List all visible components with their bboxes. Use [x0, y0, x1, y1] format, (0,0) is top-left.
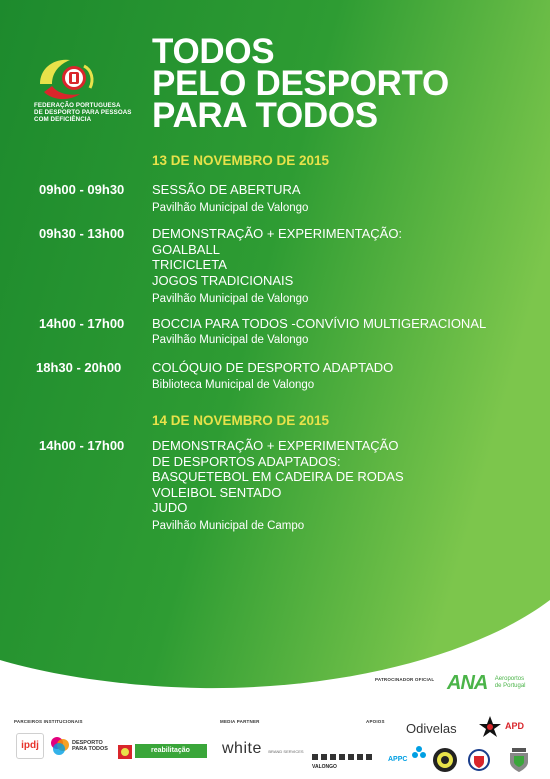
page-title [152, 32, 449, 135]
partners-label: PARCEIROS INSTITUCIONAIS [14, 719, 83, 724]
inr-banner [135, 744, 207, 758]
ana-sub-line: de Portugal [494, 683, 526, 689]
ana-logo-sub [495, 676, 526, 690]
ana-sub-line: Aeroportos [494, 676, 525, 682]
ipdj-logo-text: ipdj [21, 740, 39, 751]
valongo-text: VALONGO [312, 764, 337, 770]
media-partner-label: MEDIA PARTNER [220, 719, 260, 724]
federation-line: DE DESPORTO PARA PESSOAS [34, 109, 132, 117]
desporto-line: DESPORTO [72, 740, 103, 746]
white-logo [222, 740, 304, 758]
coat-of-arms-icon [506, 746, 532, 774]
slot-venue: Pavilhão Municipal de Campo [152, 520, 305, 532]
activity-line: COLÓQUIO DE DESPORTO ADAPTADO [152, 360, 394, 375]
activity-line: JOGOS TRADICIONAIS [152, 272, 294, 288]
slot-activity [152, 438, 404, 516]
inr-logo [118, 744, 208, 760]
appc-text: APPC [388, 756, 408, 763]
slot-activity [152, 182, 301, 198]
slot-activity [152, 226, 402, 288]
slot-activity [152, 360, 393, 376]
day-date-heading: 13 DE NOVEMBRO DE 2015 [152, 153, 330, 168]
ana-logo-mark: ANA [447, 672, 488, 694]
slot-activity [152, 316, 486, 332]
valongo-logo [312, 752, 376, 772]
activity-line: BOCCIA PARA TODOS -CONVÍVIO MULTIGERACIONAL [152, 316, 487, 331]
inr-emblem-icon [118, 745, 132, 759]
slot-time: 14h00 - 17h00 [39, 316, 125, 331]
shield-emblem-icon [468, 748, 490, 772]
desporto-line: PARA TODOS [72, 746, 108, 752]
ana-logo [447, 672, 526, 695]
title-line: TODOS [152, 32, 275, 71]
federation-name [34, 102, 164, 124]
slot-time: 14h00 - 17h00 [39, 438, 125, 453]
odivelas-text: Odivelas [406, 721, 457, 736]
ipdj-logo [16, 733, 44, 759]
federation-logo [34, 54, 98, 104]
inr-text: reabilitação [151, 747, 190, 754]
desporto-circles-icon [50, 735, 70, 757]
white-logo-sub: BRAND SERVICES [268, 749, 304, 754]
slot-venue: Pavilhão Municipal de Valongo [152, 202, 309, 214]
activity-line: DEMONSTRAÇÃO + EXPERIMENTAÇÃO [152, 438, 399, 453]
slot-time: 18h30 - 20h00 [36, 360, 122, 375]
desporto-text [72, 740, 108, 752]
apd-star-icon [478, 715, 502, 739]
slot-time: 09h30 - 13h00 [39, 226, 125, 241]
apd-text: APD [505, 721, 525, 731]
appc-flower-icon [412, 746, 426, 760]
sponsor-label: PATROCINADOR OFICIAL [375, 677, 435, 682]
valongo-icons [312, 752, 376, 762]
title-line: PELO DESPORTO [152, 64, 449, 103]
title-line: PARA TODOS [152, 96, 378, 135]
white-logo-text: white [222, 740, 262, 757]
odivelas-logo [406, 720, 457, 738]
activity-line: DE DESPORTOS ADAPTADOS: [152, 453, 341, 469]
slot-time: 09h00 - 09h30 [39, 182, 125, 197]
federation-line: COM DEFICIÊNCIA [34, 116, 92, 124]
day-date-heading: 14 DE NOVEMBRO DE 2015 [152, 413, 330, 428]
slot-venue: Pavilhão Municipal de Valongo [152, 293, 309, 305]
slot-venue: Pavilhão Municipal de Valongo [152, 334, 309, 346]
activity-line: TRICICLETA [152, 257, 227, 272]
badge-emblem-icon [432, 746, 458, 774]
activity-line: JUDO [152, 500, 188, 515]
activity-line: DEMONSTRAÇÃO + EXPERIMENTAÇÃO: [152, 226, 403, 241]
activity-line: BASQUETEBOL EM CADEIRA DE RODAS [152, 469, 404, 484]
apd-logo [478, 715, 528, 739]
desporto-para-todos-logo [50, 733, 108, 759]
activity-line: GOALBALL [152, 241, 220, 257]
apoios-label: APOIOS [366, 719, 385, 724]
federation-line: FEDERAÇÃO PORTUGUESA [34, 102, 121, 109]
appc-logo [388, 748, 407, 766]
activity-line: VOLEIBOL SENTADO [152, 484, 282, 500]
slot-venue: Biblioteca Municipal de Valongo [152, 379, 315, 391]
activity-line: SESSÃO DE ABERTURA [152, 182, 301, 197]
